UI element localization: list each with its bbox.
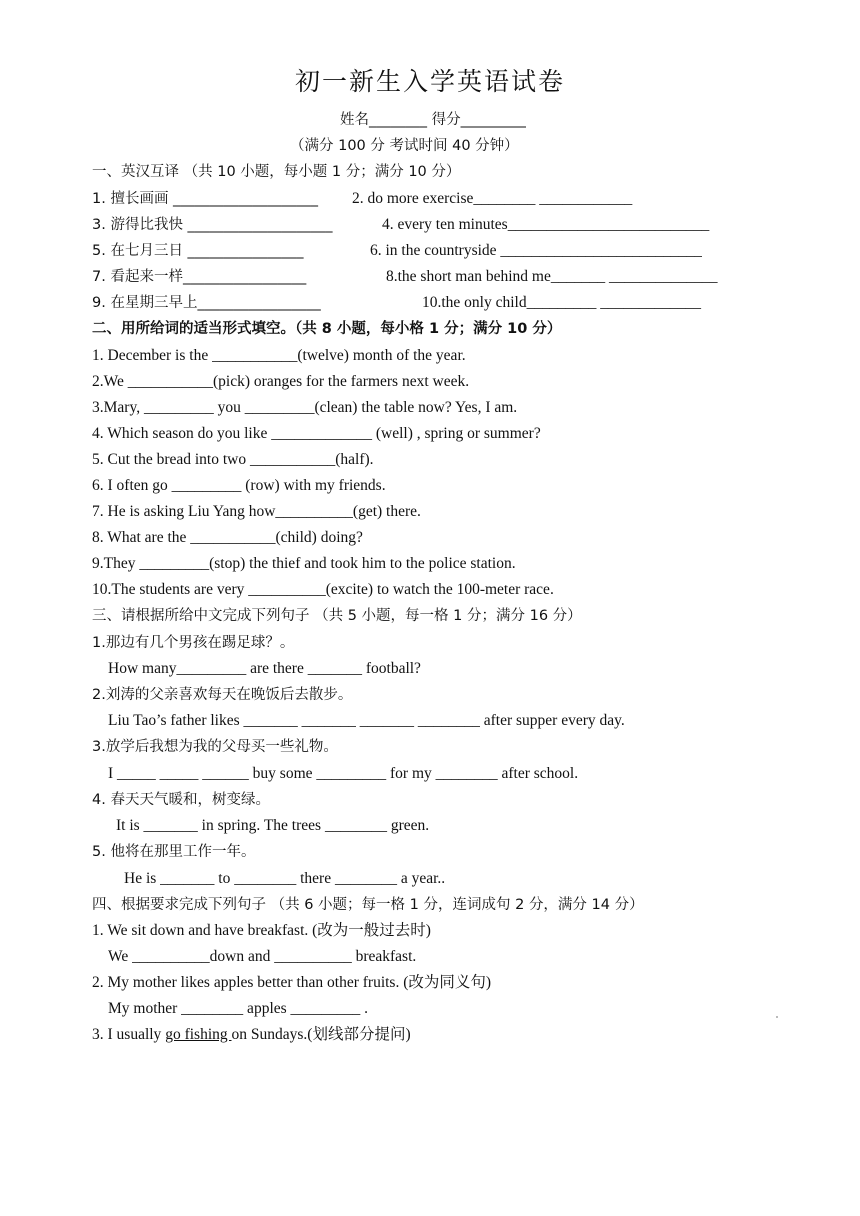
section3-item-2-cn: 2.刘涛的父亲喜欢每天在晚饭后去散步。 [92, 687, 353, 703]
section3-item-1-cn: 1.那边有几个男孩在踢足球？。 [92, 635, 295, 651]
section2-item-1: 1. December is the ___________(twelve) month of the year. [92, 347, 466, 364]
section1-row1-right: 2. do more exercise________ ____________ [352, 190, 633, 207]
section1-row3-right: 6. in the countryside __________________________ [370, 242, 702, 259]
section1-row2-left: 3. 游得比我快 ____________________ [92, 217, 333, 233]
section2-item-5: 5. Cut the bread into two ___________(half). [92, 451, 374, 468]
section2-item-10: 10.The students are very __________(excite) to watch the 100-meter race. [92, 581, 554, 598]
section3-item-4-cn: 4. 春天天气暖和，树变绿。 [92, 792, 270, 808]
section4-a1: We __________down and __________ breakfast. [108, 948, 417, 965]
section2-item-7: 7. He is asking Liu Yang how__________(get) there. [92, 503, 421, 520]
section4-q3-underlined: go fishing [165, 1026, 232, 1043]
section1-row4-right: 8.the short man behind me_______ ______________ [386, 268, 718, 285]
section1-heading: 一、英汉互译 （共 10 小题，每小题 1 分；满分 10 分） [92, 164, 461, 180]
score-info: （满分 100 分 考试时间 40 分钟） [290, 138, 519, 154]
section4-q3-suffix: on Sundays.(划线部分提问) [231, 1026, 411, 1043]
section1-row5-right: 10.the only child_________ _____________ [422, 294, 701, 311]
section2-item-2: 2.We ___________(pick) oranges for the farmers next week. [92, 373, 470, 390]
section4-q2: 2. My mother likes apples better than other fruits. (改为同义句) [92, 974, 492, 991]
section4-q3 [92, 1025, 411, 1045]
page-title: 初一新生入学英语试卷 [294, 67, 565, 96]
section2-item-6: 6. I often go _________ (row) with my friends. [92, 477, 386, 494]
section4-a2: My mother ________ apples _________ . [108, 1000, 369, 1017]
section1-row1-left: 1. 擅长画画 ____________________ [92, 191, 319, 207]
section1-row3-left: 5. 在七月三日 ________________ [92, 243, 304, 259]
name-score-line: 姓名________ 得分_________ [340, 112, 526, 128]
section2-item-3: 3.Mary, _________ you _________(clean) the table now? Yes, I am. [92, 399, 518, 416]
section3-item-1-en: How many_________ are there _______ football? [108, 660, 421, 677]
section2-item-8: 8. What are the ___________(child) doing? [92, 529, 363, 546]
scan-speck [776, 1016, 778, 1018]
section3-item-4-en: It is _______ in spring. The trees ________ green. [116, 817, 430, 834]
section3-item-5-cn: 5. 他将在那里工作一年。 [92, 844, 256, 860]
section2-item-9: 9.They _________(stop) the thief and took him to the police station. [92, 555, 516, 572]
section2-item-4: 4. Which season do you like _____________ (well) , spring or summer? [92, 425, 541, 442]
section1-row2-right: 4. every ten minutes__________________________ [382, 216, 710, 233]
section3-item-5-en: He is _______ to ________ there ________ a year.. [124, 870, 446, 887]
section3-item-3-cn: 3.放学后我想为我的父母买一些礼物。 [92, 739, 338, 755]
section1-row4-left: 7. 看起来一样_________________ [92, 269, 307, 285]
section4-q1: 1. We sit down and have breakfast. (改为一般过去时) [92, 922, 431, 939]
section2-heading: 二、用所给词的适当形式填空。（共 8 小题，每小格 1 分；满分 10 分） [92, 321, 562, 337]
section3-item-2-en: Liu Tao’s father likes _______ _______ _______ ________ after supper every day. [108, 712, 625, 729]
section3-heading: 三、请根据所给中文完成下列句子 （共 5 小题，每一格 1 分；满分 16 分） [92, 608, 582, 624]
section3-item-3-en: I _____ _____ ______ buy some _________ for my ________ after school. [108, 765, 579, 782]
section4-q3-prefix: 3. I usually [92, 1026, 166, 1043]
section4-heading: 四、根据要求完成下列句子 （共 6 小题；每一格 1 分，连词成句 2 分，满分 14 分） [92, 897, 644, 913]
section1-row5-left: 9. 在星期三早上_________________ [92, 295, 321, 311]
